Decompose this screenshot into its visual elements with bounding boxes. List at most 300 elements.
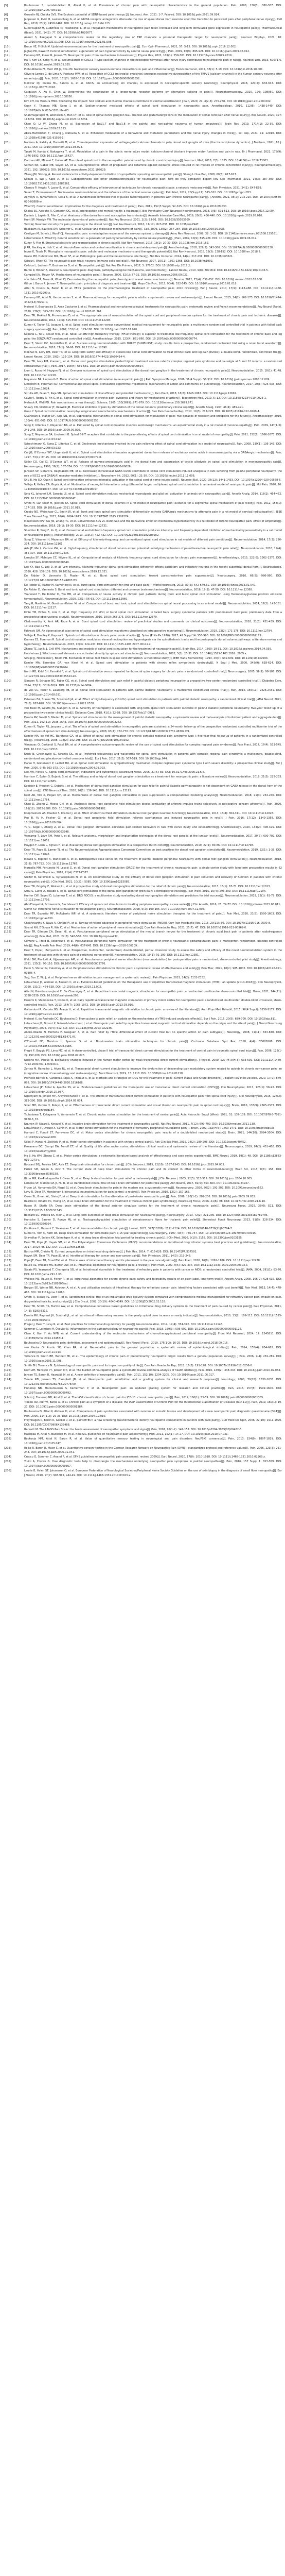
reference-number: [58] <box>4 360 10 364</box>
reference-item <box>0 72 285 81</box>
reference-text: Vallejo R, Bradley K, Kapural L. Spinal cord stimulation in chronic pain: mode of action[J]. Spine (Phila Pa 1976), 2017, 42 Suppl 14: S53-S60. DOI: 10.1097/BRS.0000000000002179. <box>24 634 262 637</box>
reference-text: De Ridder D, Vanneste S, Plazier M, et al. Burst spinal cord stimulation: toward paresthesia-free pain suppression[J]. Neurosurgery, 2010, 66(5): 986-990. DOI: 10.1227/01.NEU.0000368153.44883.B3. <box>24 574 282 583</box>
reference-number: [61] <box>4 383 10 386</box>
reference-number: [101] <box>4 688 11 692</box>
reference-number: [23] <box>4 141 10 144</box>
reference-text: Deer TR, Gilmore CA, Desai MJ, et al. Percutaneous peripheral nerve stimulation of the medial branch nerves for the treatment of chronic axial back pain in patients after radiofrequency ablation[J]. Pain Med, 2021, 22(3): 548-560. DOI: 10.1093/pm/pnaa432. <box>24 930 282 939</box>
reference-item <box>0 848 285 857</box>
reference-number: [45] <box>4 264 10 267</box>
reference-item <box>0 342 285 351</box>
reference-item <box>0 396 285 401</box>
reference-text: Lee KY, Bae C, Lee D, et al. Low-intensity, kilohertz frequency spinal cord stimulation differently affects excitatory and inhibitory neurons in the rodent superficial dorsal horn[J]. Neuroscience, 2020, 428: 132-139. DOI: 10.1016/j.neuroscience.2019.12.031. <box>24 565 282 573</box>
reference-item <box>0 912 285 921</box>
reference-item <box>0 278 285 282</box>
reference-number: [112] <box>4 784 11 788</box>
reference-item <box>0 1227 285 1231</box>
reference-text: Sommer C, Leinders M, Üçeyler N. Inflammation in the pathophysiology of neuropathic pain[J]. Pain, 2018, 159(3): 595-602. DOI: 10.1097/j.pain.0000000000001122. <box>24 1328 242 1331</box>
reference-text: Hunt SP, Mantyh PW. The molecular dynamics of pain control[J]. Nat Rev Neurosci, 2001, 2(2): 83-91. DOI: 10.1038/35053509. <box>24 218 191 222</box>
reference-number: [122] <box>4 867 11 870</box>
reference-text: Freynhagen R, Baron R, Gockel U, et al. painDETECT: a new screening questionnaire to identify neuropathic components in patients with back pain[J]. Curr Med Res Opin, 2006, 22(10): 1911-1920. DOI: 10.1185/030079906X132488. <box>24 1419 282 1427</box>
reference-item <box>0 930 285 939</box>
reference-number: [34] <box>4 214 10 217</box>
reference-item <box>0 652 285 656</box>
reference-number: [102] <box>4 698 11 701</box>
reference-text: Mo JJ, Hu WH, Zhang C, et al. Motor cortex stimulation: a systematic literature-based analysis of effectiveness and case series experience[J]. BMC Neurol, 2019, 19(1): 48. DOI: 10.1186/s12883-019-1273-y. <box>24 1154 282 1162</box>
reference-text: Liem L, Russo M, Huygen FJ, et al. One-year outcomes of spinal cord stimulation of the dorsal root ganglion in the treatment of chronic neuropathic pain[J]. Neuromodulation, 2015, 18(1): 41-48. DOI: 10.1111/ner.12228. <box>24 369 282 377</box>
reference-number: [123] <box>4 876 11 879</box>
reference-number: [128] <box>4 908 11 911</box>
reference-number: [174] <box>4 1241 11 1244</box>
reference-item <box>0 529 285 538</box>
reference-number: [121] <box>4 857 11 861</box>
reference-number: [107] <box>4 743 11 747</box>
reference-number: [72] <box>4 460 10 464</box>
reference-text: Sato KL, Johanek LM, Sanada LS, et al. Spinal cord stimulation reduces mechanical hyperalgesia and glial cell activation in animals with neuropathic pain[J]. Anesth Analg, 2014, 118(2): 464-472. DOI: 10.1213/ANE.0000000000000047. <box>24 492 282 500</box>
reference-item <box>0 656 285 661</box>
reference-item <box>0 1017 285 1022</box>
reference-number: [96] <box>4 652 10 656</box>
reference-number: [79] <box>4 520 10 523</box>
reference-number: [91] <box>4 620 10 624</box>
reference-text: Harrison C, Epton S, Bojanic S, et al. The efficacy and safety of dorsal root ganglion stimulation as a treatment for neuropathic pain: a literature review[J]. Neuromodulation, 2018, 21(3): 225-233. DOI: 10.1111/ner.12685. <box>24 775 282 784</box>
reference-text: Shechter R, Yang F, Xu Q, et al. Conventional and kilohertz-frequency spinal cord stimulation produces intensity- and frequency-dependent inhibition of mechanical hypersensitivity in a rat model of neuropathic pain[J]. Anesthesiology, 2013, 119(2): 422-432. DOI: 10.1097/ALN.0b013e31829bd9e2. <box>24 529 282 537</box>
reference-item <box>0 1346 285 1355</box>
reference-text: Nguyen JP, Nizard J, Keravel Y, et al. Invasive brain stimulation for the treatment of neuropathic pain[J]. Nat Rev Neurol, 2011, 7(12): 699-709. DOI: 10.1038/nrneurol.2011.138. <box>24 1122 256 1126</box>
reference-item <box>0 360 285 369</box>
reference-item <box>0 18 285 27</box>
reference-item <box>0 1126 285 1131</box>
reference-text: Lempka SF, McIntyre CC, Kilgore KL, et al. Computational analysis of kilohertz frequency spinal cord stimulation for chronic pain management[J]. Anesthesiology, 2015, 122(6): 1362-1376. DOI: 10.1097/ALN.0000000000000649. <box>24 556 282 564</box>
reference-item <box>0 1323 285 1327</box>
reference-text: Bittar RG, Kar-Purkayastha I, Owen SL, et al. Deep brain stimulation for pain relief: a meta-analysis[J]. J Clin Neurosci, 2005, 12(5): 515-519. DOI: 10.1016/j.jocn.2004.10.005. <box>24 1177 253 1180</box>
reference-number: [84] <box>4 565 10 569</box>
reference-item <box>0 173 285 177</box>
reference-number: [196] <box>4 1396 11 1400</box>
reference-number: [44] <box>4 260 10 263</box>
reference-number: [31] <box>4 196 10 199</box>
reference-number: [15] <box>4 72 10 76</box>
reference-number: [73] <box>4 469 10 473</box>
reference-item <box>0 706 285 716</box>
reference-item <box>0 1058 285 1067</box>
reference-number: [57] <box>4 351 10 354</box>
reference-item <box>0 259 285 264</box>
reference-text: Shirvalkar P, Sellers KK, Schmitgen A, et al. A deep brain stimulation trial period for treating chronic pain[J]. J Clin Med, 2020, 9(10): 3155. DOI: 10.3390/jcm9103155. <box>24 1236 243 1240</box>
reference-text: Hosomi K, Shimokawa T, Ikoma K, et al. Daily repetitive transcranial magnetic stimulation of primary motor cortex for neuropathic pain: a randomized, multicenter, double-blind, crossover, sham-controlled trial[J]. Pain, 2013, 154(7): 1065-1072. DOI: 10.1016/j.pain.2013.03.016. <box>24 999 282 1007</box>
reference-text: Brogan SE, Winter NB, Abiodun A, et al. A cost utilization analysis of intrathecal therapy for refractory cancer pain: identifying factors associated with cost benefit[J]. Pain Med, 2013, 14(4): 478-486. DOI: 10.1111/pme.12060. <box>24 1286 282 1295</box>
reference-number: [201] <box>4 1432 11 1436</box>
reference-item <box>0 1190 285 1195</box>
reference-item <box>0 58 285 67</box>
reference-text: Moisset X, Bouhassira D, Avez Couturier J, et al. Pharmacological and non-pharmacological treatments for neuropathic pain: systematic review and French recommendations[J]. Rev Neurol (Paris), 2020, 176(5): 325-352. DOI: 10.1016/j.neurol.2020.01.361. <box>24 305 282 313</box>
reference-number: [97] <box>4 656 10 660</box>
reference-item <box>0 574 285 583</box>
reference-item <box>0 26 285 36</box>
reference-text: Kuner R, Flor H. Structural plasticity and reorganisation in chronic pain[J]. Nat Rev Neurosci, 2016, 18(1): 20-30. DOI: 10.1038/nrn.2016.162. <box>24 241 209 245</box>
reference-number: [19] <box>4 104 10 108</box>
reference-number: [82] <box>4 547 10 551</box>
reference-item <box>0 1386 285 1396</box>
reference-text: Lauria G, Hsieh ST, Johansson O, et al. European Federation of Neurological Societies/Peripheral Nerve Society Guideline on the use of skin biopsy in the diagnosis of small fiber neuropathy[J]. Eur J Neurol, 2010, 17(7): 903-912, e44-49. DOI: 10.1111/j.1468-1331.2010.03023.x. <box>24 1469 282 1477</box>
reference-number: [109] <box>4 761 11 765</box>
reference-number: [100] <box>4 680 11 683</box>
reference-item <box>0 241 285 246</box>
reference-number: [192] <box>4 1368 11 1372</box>
reference-number: [12] <box>4 54 10 58</box>
reference-text: Xu J, Sun Z, Wu J, et al. Peripheral nerve stimulation in pain management: a systematic review[J]. Pain Physician, 2021, 24(2): E131-E152. <box>24 976 206 980</box>
reference-number: [199] <box>4 1419 11 1422</box>
reference-text: Lefaucheur JP, Aleman A, Baeken C, et al. Evidence-based guidelines on the therapeutic use of repetitive transcranial magnetic stimulation (rTMS): an update (2014-2018)[J]. Clin Neurophysiol, 2020, 131(2): 474-528. DOI: 10.1016/j.clinph.2019.11.002. <box>24 980 282 989</box>
reference-item <box>0 1354 285 1364</box>
reference-number: [47] <box>4 273 10 277</box>
reference-item <box>0 13 285 18</box>
reference-item <box>0 54 285 58</box>
reference-text: Deer TR, Mekhail N, Provenzano D, et al. The appropriate use of neurostimulation of the spinal cord and peripheral nervous system for the treatment of chronic pain and ischemic diseases[J]. Neuromodulation, 2014, 17(6): 515-550. DOI: 10.1111/ner.12208. <box>24 314 282 323</box>
reference-text: Linderoth B, Foreman RD. Conventional and novel spinal stimulation algorithms: hypothetical mechanisms of action and comments on outcomes[J]. Neuromodulation, 2017, 20(6): 525-533. DOI: 10.1111/ner.12624. <box>24 383 282 391</box>
reference-text: Haanpää M, Attal N, Backonja M, et al. NeuPSIG guidelines on neuropathic pain assessment[J]. Pain, 2011, 152(1): 14-27. DOI: 10.1016/j.pain.2010.07.031. <box>24 1432 229 1436</box>
reference-number: [110] <box>4 771 11 774</box>
reference-number: [5] <box>4 4 8 7</box>
reference-number: [30] <box>4 191 10 195</box>
reference-item <box>0 296 285 305</box>
reference-item <box>0 519 285 529</box>
reference-item <box>0 104 285 113</box>
reference-text: Nitsche MA, Paulus W. Excitability changes induced in the human motor cortex by weak transcranial direct current stimulation[J]. J Physiol, 2000, 527 Pt 3(Pt 3): 633-639. DOI: 10.1111/j.1469-7793.2000.t01-1-00633.x. <box>24 1058 282 1066</box>
reference-item <box>0 990 285 999</box>
reference-item <box>0 1250 285 1255</box>
reference-item <box>0 90 285 99</box>
reference-text: Fregni F, Boggio PS, Lima MC, et al. A sham-controlled, phase II trial of transcranial direct current stimulation for the treatment of central pain in traumatic spinal cord injury[J]. Pain, 2006, 122(1-2): 197-209. DOI: 10.1016/j.pain.2006.02.023. <box>24 1049 282 1057</box>
reference-item <box>0 629 285 634</box>
reference-text: Koopmeiners AS, Mueller S, Kramer J, et al. Effect of electrical field stimulation on dorsal root ganglion neuronal function[J]. Neuromodulation, 2013, 16(4): 304-311. DOI: 10.1111/ner.12028. <box>24 812 274 816</box>
reference-text: North RB, Kidd DH, Farrokhi F, et al. Spinal cord stimulation versus repeated lumbosacral spine surgery for chronic pain: a randomized, controlled trial[J]. Neurosurgery, 2005, 56(1): 98-106. DOI: 10.1227/01.neu.0000144839.65524.e0. <box>24 670 282 679</box>
reference-item <box>0 770 285 775</box>
reference-number: [108] <box>4 752 11 756</box>
reference-number: [198] <box>4 1410 11 1413</box>
reference-text: Rolke R, Baron R, Maier C, et al. Quantitative sensory testing in the German Research Network on Neuropathic Pain (DFNS): standardized protocol and reference values[J]. Pain, 2006, 123(3): 231-243. DOI: 10.1016/j.pain.2006.01.041. <box>24 1446 282 1454</box>
reference-text: Chakravarthy K, Nava A, Christo PJ, et al. Review of recent advances in peripheral nerve stimulation (PNS)[J]. Curr Pain Headache Rep, 2016, 20(11): 60. DOI: 10.1007/s11916-016-0590-8. <box>24 921 271 925</box>
reference-item <box>0 1049 285 1058</box>
reference-item <box>0 163 285 173</box>
reference-text: Kapural L, Yu C, Doust MW, et al. Novel 10-kHz high-frequency therapy (HF10 therapy) is superior to traditional low-frequency spinal cord stimulation for the treatment of chronic back and leg pain: the SENZA-RCT randomized controlled trial[J]. Anesthesiology, 2015, 123(4): 851-860. DOI: 10.1097/ALN.0000000000000774. <box>24 332 282 341</box>
reference-number: [149] <box>4 1076 11 1080</box>
reference-item <box>0 81 285 91</box>
reference-item <box>0 273 285 278</box>
reference-number: [142] <box>4 1017 11 1021</box>
reference-item <box>0 926 285 930</box>
reference-text: Shanmugarajah M, Weinstein A, Han CY, et al. Role of spinal nerve ganglion Na+ channel and glutamatergic ions in the modulation of spinal cord pain after nerve injury[J]. Exp Neurol, 2020, 327: 113234. DOI: 10.1016/j.expneurol.2020.113234. <box>24 113 282 122</box>
reference-text: Akiyoshi R, Yamamoto N, Ueda K, et al. A randomized controlled trial of pulsed radiofrequency in patients with chronic neuropathic pain[J]. J Anesth, 2021, 35(2): 203-210. DOI: 10.1007/s00540-020-02888-w. <box>24 196 282 204</box>
reference-text: Kucer-Kupisz M, Cudzińska M, Paszkowski Ł, et al. Pregabalin mechanisms of neuropathic pain relief. Increased and long-term stimulated gene expression in neuropathic pain[J]. Pharmaceutical (Basel), 2021, 14(2): 77. DOI: 10.3390/ph14020077. <box>24 27 282 35</box>
reference-number: [156] <box>4 1131 11 1135</box>
reference-number: [75] <box>4 483 10 487</box>
reference-text: Levy R, Deer TR, Henderson J. Intracranial neurostimulation for pain control: a review[J]. Pain Physician, 2010, 13(2): 157-165. <box>24 1191 190 1194</box>
reference-text: Scholz J, Woolf CJ. The neuropathic pain triad: neurons, immune cells and glia[J]. Nat Neurosci, 2007, 10(11): 1361-1368. DOI: 10.1038/nn1992. <box>24 260 213 263</box>
reference-text: Holsheimer J. Which neuronal elements are activated directly by spinal cord stimulation[J]. Neuromodulation, 2002, 5(1): 25-31. DOI: 10.1046/j.1525-1403.2002._2005.x. <box>24 652 247 656</box>
reference-text: Scholz J, Finnerup NB, Attal N, et al. The IASP classification of chronic pain for ICD-11: chronic neuropathic pain[J]. Pain, 2019, 160(1): 53-59. DOI: 10.1097/j.pain.0000000000001365. <box>24 1396 264 1400</box>
reference-item <box>0 159 285 163</box>
reference-number: [74] <box>4 479 10 482</box>
reference-text: Abd-Elsayed A, Schiavoni N, Sachdeva H. Efficacy of spinal cord stimulators in treating peripheral neuropathy: a case series[J]. J Clin Anesth, 2016, 28: 74-77. DOI: 10.1016/j.jclinane.2015.08.011. <box>24 903 281 907</box>
reference-text: Song Z, Viisanen H, Meyerson BA, et al. Efficacy of kilohertz-frequency and conventional spinal cord stimulation in rat models of different pain conditions[J]. Neuromodulation, 2014, 17(3): 226-234. DOI: 10.1111/ner.12161. <box>24 538 282 546</box>
reference-item <box>0 588 285 592</box>
reference-item <box>0 1231 285 1236</box>
reference-number: [46] <box>4 268 10 272</box>
reference-text: Latremoliere A, Woolf CJ. Central sensitization: a generator of pain hypersensitivity by central neural plasticity[J]. J Pain, 2009, 10(9): 895-926. DOI: 10.1016/j.jpain.2009.06.012. <box>24 236 257 240</box>
reference-number: [164] <box>4 1186 11 1190</box>
reference-text: Abiru-Hambleton T, Chiang J, Matsuda S, et al. Enhanced modulation of a behavioral and metabolic parameters and the nerve injury changes in mice[J]. Sci Rep, 2021, 11: 12010. DOI: 10.1038/s41598-021-91590-1. <box>24 132 282 140</box>
reference-item <box>0 816 285 825</box>
reference-item <box>0 638 285 647</box>
reference-text: Deer T, Pope J, Benyamin R, et al. Prospective, multicenter, randomized, double-blinded, partial crossover study to assess the safety and efficacy of the novel neuromodulation system in the treatment of patients with chronic pain of peripheral nerve origin[J]. Neuromodulation, 2016, 19(1): 91-100. DOI: 10.1111/ner.12381. <box>24 948 282 957</box>
reference-text: Anand S, Raegapal S. A comprehensive review on the regulatory role of TRP channels: a potential therapeutic target for neuropathic pain[J]. Neurosci Biophys, 2021, 18: 10.1016/j.neurot.2021.01.008. DOI: 10.1016/j.neurot.2021.01.008. <box>24 36 282 44</box>
reference-text: Slangen R, Schaper NC, Faber CG, et al. Spinal cord stimulation and pain relief in painful diabetic peripheral neuropathy: a prospective two-center randomized controlled trial[J]. Diabetes Care, 2014, 37(11): 3016-3024. DOI: 10.2337/dc14-0684. <box>24 680 282 688</box>
reference-item <box>0 510 285 519</box>
reference-text: Inoue K, Tsuda M. Microglia in neuropathic pain: cellular and molecular mechanisms and therapeutic potential[J]. Nat Rev Neurosci, 2018, 19(3): 138-152. DOI: 10.1038/nrn.2018.2. <box>24 250 261 254</box>
reference-item <box>0 1199 285 1204</box>
reference-text: Gosselin RJ, Chakka SVS. The Ecotoxic potential of SDNF-based pain therapy [J]. Neurosci, Ann. 2021: 1-7. Pain-ed. DOI: 10.1016/j.pain.2021.09.014. <box>24 13 220 16</box>
reference-number: [191] <box>4 1364 11 1368</box>
reference-text: Chenoy P, Hewitt P, Lacey B, et al. Comparative efficacy of interventional techniques for chronic neuropathic pain: a network meta-analysis[J]. Pain Physician, 2021, 24(1): E47-E69. <box>24 187 262 190</box>
reference-item <box>0 670 285 679</box>
reference-item <box>0 501 285 511</box>
reference-number: [136] <box>4 967 11 971</box>
reference-item <box>0 1364 285 1368</box>
reference-text: Deer TR, Grigsby E, Weiner RL, et al. A prospective study of dorsal root ganglion stimulation for the relief of chronic pain[J]. Neuromodulation, 2013, 16(1): 67-71. DOI: 10.1111/ner.12013. <box>24 885 271 888</box>
reference-item <box>0 1241 285 1250</box>
reference-number: [36] <box>4 223 10 227</box>
reference-text: Sivanesan E, Maher DP, Raja SN, et al. Supraspinal mechanisms of spinal cord stimulation for modulation of pain: five decades of research and prospects for the future[J]. Anesthesiology, 2019, 130(4): 651-665. DOI: 10.1097/ALN.0000000000002353. <box>24 415 282 423</box>
reference-number: [133] <box>4 940 11 943</box>
reference-text: Slavin KV. Peripheral nerve stimulation for neuropathic pain[J]. Neurotherapeutics, 2008, 5(1): 100-106. DOI: 10.1016/j.nurt.2007.11.005. <box>24 908 205 911</box>
reference-item <box>0 1030 285 1040</box>
reference-number: [200] <box>4 1428 11 1432</box>
reference-item <box>0 1122 285 1127</box>
reference-text: Sdrulla AD, Guan Y, Raja SN. Spinal cord stimulation: clinical efficacy and potential mechanisms[J]. Pain Pract, 2018, 18(8): 1048-1067. DOI: 10.1111/papr.12692. <box>24 392 237 396</box>
reference-number: [161] <box>4 1168 11 1172</box>
reference-number: [197] <box>4 1400 11 1404</box>
reference-text: Kemler MA, de Vet HC, Barendse GA, et al. Effect of spinal cord stimulation for chronic complex regional pain syndrome type I: five-year final follow-up of patients in a randomized controlled trial[J]. J Neurosurg, 2008, 108(2): 292-298. DOI: 10.3171/JNS/2008/108/2/0292. <box>24 734 282 742</box>
reference-number: [145] <box>4 1040 11 1044</box>
reference-item <box>0 442 285 451</box>
reference-number: [190] <box>4 1355 11 1359</box>
reference-item <box>0 1204 285 1213</box>
reference-number: [144] <box>4 1031 11 1035</box>
reference-number: [38] <box>4 232 10 235</box>
reference-number: [141] <box>4 1008 11 1012</box>
reference-number: [146] <box>4 1049 11 1053</box>
reference-text: Kinfe TM, Pintea B, Link C, et al. High frequency (10 kHz) or burst spinal cord stimulation in failed back surgery syndrome patients with predominant back pain: preliminary data from a prospective observational study[J]. Neuromodulation, 2016, 19(3): 268-275. DOI: 10.1111/ner.12379. <box>24 611 282 619</box>
reference-number: [139] <box>4 990 11 993</box>
reference-text: Song Z, Meyerson BA, Linderoth B. Spinal 5-HT receptors that contribute to the pain-relieving effects of spinal cord stimulation in a rat model of neuropathy[J]. Pain, 2011, 152(7): 1666-1673. DOI: 10.1016/j.pain.2011.03.012. <box>24 433 282 441</box>
reference-text: Finnerup NB, Kuner R, Jensen TS. Neuropathic pain: from mechanisms to treatment[J]. Physiol Rev, 2021, 101(1): 259-301. DOI: 10.1152/physrev.00045.2019. <box>24 54 233 58</box>
reference-text: Chen X, Gan Y, Au NPB, et al. Current understanding of the molecular mechanisms of chemotherapy-induced peripheral neuropathy[J]. Front Mol Neurosci, 2024, 17: 1345811. DOI: 10.3389/fnmol.2024.1345811. <box>24 1332 282 1340</box>
reference-item <box>0 286 285 296</box>
reference-number: [83] <box>4 556 10 560</box>
reference-item <box>0 246 285 250</box>
reference-text: Meuwissen KPV, Gu JW, Zhang TC, et al. Conventional-SCS vs. burst-SCS and the behavioral effect on mechanical hypersensitivity in a rat model of chronic neuropathic pain: effect of amplitude[J]. Neuromodulation, 2018, 21(1): 19-30. DOI: 10.1111/ner.12731. <box>24 520 282 528</box>
reference-text: De Ridder D, Plazier M, Kamerling N, et al. Burst spinal cord stimulation for limb and back pain[J]. World Neurosurg, 2013, 80(5): 642-649.e1. DOI: 10.1016/j.wneu.2013.01.040. <box>24 584 256 587</box>
reference-number: [160] <box>4 1163 11 1167</box>
reference-item <box>0 1460 285 1469</box>
reference-list <box>0 4 285 1478</box>
reference-item <box>0 1286 285 1295</box>
reference-text: Strand NH, D'Souza R, Wie C, et al. Mechanism of action of peripheral nerve stimulation[J]. Curr Pain Headache Rep, 2021, 25(7): 47. DOI: 10.1007/s11916-021-00962-0. <box>24 926 247 929</box>
reference-text: Sauer T, Zimmermann C. Noninvasive neuromodulation and the influence of the central nervous system[J]. Pain Med, 2019, 20(Suppl 1): S15-S22. DOI: 10.1093/pm/pnz053. <box>24 191 252 195</box>
reference-item <box>0 907 285 912</box>
reference-number: [175] <box>4 1250 11 1253</box>
reference-text: Bouhassira D. Neuropathic pain: definition, assessment and epidemiology[J]. Rev Neurol (Paris), 2019, 175(1-2): 16-25. DOI: 10.1016/j.neurol.2018.09.016. <box>24 1341 229 1345</box>
reference-item <box>0 734 285 743</box>
reference-item <box>0 1268 285 1277</box>
reference-number: [203] <box>4 1446 11 1450</box>
reference-number: [129] <box>4 912 11 916</box>
reference-number: [132] <box>4 930 11 934</box>
reference-number: [116] <box>4 816 11 820</box>
reference-item <box>0 382 285 392</box>
reference-number: [37] <box>4 228 10 231</box>
reference-number: [179] <box>4 1268 11 1272</box>
reference-text: Struijk JJ, Holsheimer J, Boom HB. Excitation of dorsal root fibers in spinal cord stimulation: a theoretical study[J]. IEEE Trans Biomed Eng, 1993, 40(7): 632-639. DOI: 10.1109/10.237693. <box>24 656 269 660</box>
reference-item <box>0 141 285 150</box>
reference-item <box>0 538 285 547</box>
reference-number: [163] <box>4 1181 11 1185</box>
reference-item <box>0 255 285 259</box>
reference-item <box>0 305 285 314</box>
reference-text: Ji RR, Nackley A, Huh Y, et al. Neuroinflammation and central sensitization in chronic and widespread pain[J]. Anesthesiology, 2018, 129(2): 343-366. DOI: 10.1097/ALN.0000000000002130. <box>24 246 274 249</box>
reference-text: Attal N, Poindessous-Jazat F, De Chauvigny E, et al. Repetitive transcranial magnetic stimulation for neuropathic pain: a randomized multicentre sham-controlled trial[J]. Brain, 2021, 144(11): 3328-3339. DOI: 10.1093/brain/awab208. <box>24 990 282 998</box>
reference-text: Deer TR, Smith HS, Burton AW, et al. Comprehensive consensus based guidelines on intrathecal drug delivery systems in the treatment of pain caused by cancer pain[J]. Pain Physician, 2011, 14(3): E283-E312. <box>24 1304 282 1313</box>
reference-text: Calguyan A, Xu JJ, Chen W. Determining the contribution of a longer-range receptor isoforms by alternative splicing in pain[J]. Neuropharmacology, 2020, 170: 108050. DOI: 10.1016/j.neuropharm.2020.108050. <box>24 91 282 99</box>
reference-item <box>0 1418 285 1428</box>
reference-item <box>0 378 285 382</box>
reference-number: [77] <box>4 501 10 505</box>
reference-number: [113] <box>4 793 11 797</box>
reference-number: [169] <box>4 1213 11 1217</box>
reference-number: [43] <box>4 255 10 259</box>
reference-text: Hunsche S, Sauner D, Runge MJ, et al. Tractography-guided stimulation of somatosensory fibers for thalamic pain relief[J]. Stereotact Funct Neurosurg, 2013, 91(5): 328-334. DOI: 10.1159/000350024. <box>24 1218 282 1226</box>
reference-text: Pope JE, Deer TR, Bruel BM, et al. Clinical uses of intrathecal therapy and its placement in the pain care algorithm[J]. Pain Pract, 2016, 16(8): 1092-1106. DOI: 10.1111/papr.12438. <box>24 1259 261 1263</box>
reference-number: [63] <box>4 396 10 400</box>
reference-text: Campbell JN, Meyer RA. Mechanisms of neuropathic pain[J]. Neuron, 2006, 52(1): 77-92. DOI: 10.1016/j.neuron.2006.09.021. <box>24 273 189 277</box>
reference-text: von Hehn CA, Baron R, Woolf CJ. Deconstructing the neuropathic pain phenotype to reveal neural mechanisms[J]. Neuron, 2012, 73(4): 638-652. DOI: 10.1016/j.neuron.2012.02.008. <box>24 278 263 281</box>
reference-number: [49] <box>4 282 10 286</box>
reference-item <box>0 332 285 342</box>
reference-item <box>0 209 285 214</box>
reference-number: [195] <box>4 1387 11 1391</box>
reference-item <box>0 679 285 688</box>
reference-number: [94] <box>4 638 10 642</box>
reference-number: [184] <box>4 1314 11 1317</box>
reference-number: [186] <box>4 1328 11 1331</box>
reference-item <box>0 460 285 469</box>
reference-text: Helm S, Shirsat N, Calodney A, et al. Peripheral nerve stimulation for chronic pain: a systematic review of effectiveness and safety[J]. Pain Ther, 2021, 10(2): 985-1002. DOI: 10.1007/s40122-021-00306-4. <box>24 967 282 975</box>
reference-text: Schu S, Gulve A, ElDabe S, et al. Spinal cord stimulation of the dorsal root ganglion for groin pain: a retrospective review[J]. Pain Pract, 2015, 15(4): 293-299. DOI: 10.1111/papr.12194. <box>24 889 266 893</box>
reference-text: Vancamp T, Levy RM, Peña I, et al. Relevant anatomy, morphology, and implantation techniques of the dorsal root ganglia at the lumbar levels[J]. Neuromodulation, 2017, 20(7): 690-702. DOI: 10.1111/ner.12651. <box>24 835 282 843</box>
reference-number: [40] <box>4 241 10 245</box>
reference-text: Jagtap PR, Rawat P. Central sensitization: a generator of pain hypersensitivity by central neural plasticity[J]. J Pain, 2009, 10(9): 895-926. DOI: 10.1016/j.jpain.2009.06.012. <box>24 49 250 53</box>
reference-item <box>0 1186 285 1191</box>
reference-item <box>0 1373 285 1378</box>
reference-number: [56] <box>4 342 10 345</box>
reference-number: [68] <box>4 424 10 428</box>
reference-text: Duarte RV, Nevitt S, Maden M, et al. Spinal cord stimulation for the management of painful diabetic neuropathy: a systematic review and meta-analysis of individual patient and aggregate data[J]. Pain, 2021, 162(11): 2635-2643. DOI: 10.1097/j.pain.0000000000002262. <box>24 716 282 724</box>
reference-number: [78] <box>4 511 10 514</box>
reference-text: Jensen TS, Baron R, Haanpää M, et al. A new definition of neuropathic pain[J]. Pain, 2011, 152(10): 2204-2205. DOI: 10.1016/j.pain.2011.06.017. <box>24 1373 215 1377</box>
reference-item <box>0 1469 285 1478</box>
reference-number: [151] <box>4 1095 11 1098</box>
reference-text: Costigan M, Scholz J, Woolf CJ. Neuropathic pain: a maladaptive response of the nervous system to damage[J]. Annu Rev Neurosci, 2009, 32: 1-32. DOI: 10.1146/annurev.neuro.051508.135531. <box>24 232 278 235</box>
reference-number: [87] <box>4 588 10 591</box>
reference-item <box>0 1067 285 1076</box>
reference-number: [50] <box>4 287 10 291</box>
reference-text: Staats PS, Yearwood T, Charapata SG, et al. Intrathecal ziconotide in the treatment of refractory pain in patients with cancer or AIDS: a randomized controlled trial[J]. JAMA, 2004, 291(1): 63-70. DOI: 10.1001/jama.291.1.63. <box>24 1268 282 1276</box>
reference-number: [20] <box>4 113 10 117</box>
reference-number: [157] <box>4 1140 11 1144</box>
reference-item <box>0 1213 285 1218</box>
reference-text: Rasche D, Rinaldi PC, Young RF, et al. Deep brain stimulation for the treatment of various chronic pain syndromes[J]. Neurosurg Focus, 2006, 21(6): E8. DOI: 10.3171/foc.2006.21.6.10. <box>24 1200 266 1204</box>
reference-item <box>0 1177 285 1181</box>
reference-item <box>0 410 285 414</box>
reference-text: Daniels L, Lapkin S, Fifer C, et al. Anatomy of the dorsal horn and nociceptive transmission[J]. Anaesth Intensive Care Med, 2019, 20(8): 436-440. DOI: 10.1016/j.mpaic.2019.05.010. <box>24 214 263 217</box>
reference-item <box>0 602 285 611</box>
reference-item <box>0 1195 285 1199</box>
reference-text: Lempka SF, Malone DA Jr, Hu B, et al. Randomized clinical trial of deep brain stimulation for poststroke pain[J]. Ann Neurol, 2017, 81(5): 653-663. DOI: 10.1002/ana.24927. <box>24 1181 250 1185</box>
reference-text: Yu G, Segel I, Zhang Z, et al. Dorsal root ganglion stimulation alleviates pain-related behaviors in rats with nerve injury and osteoarthritis[J]. Anesthesiology, 2020, 133(2): 408-425. DOI: 10.1097/ALN.0000000000003348. <box>24 825 282 834</box>
reference-number: [173] <box>4 1236 11 1240</box>
reference-number: [170] <box>4 1218 11 1222</box>
reference-item <box>0 350 285 360</box>
reference-item <box>0 980 285 990</box>
reference-number: [187] <box>4 1332 11 1336</box>
reference-text: Kumar K, Taylor RS, Jacques L, et al. Spinal cord stimulation versus conventional medical management for neuropathic pain: a multicentre randomised controlled trial in patients with failed back surgery syndrome[J]. Pain, 2007, 132(1-2): 179-188. DOI: 10.1016/j.pain.2007.07.028. <box>24 324 282 332</box>
reference-text: Galhardoni R, Correia GS, Araujo H, et al. Repetitive transcranial magnetic stimulation in chronic pain: a review of the literature[J]. Arch Phys Med Rehabil, 2015, 96(4 Suppl): S156-S172. DOI: 10.1016/j.apmr.2014.11.010. <box>24 1008 282 1016</box>
reference-text: Gilmore C, Ilfeld B, Rosenow J, et al. Percutaneous peripheral nerve stimulation for the treatment of chronic neuropathic postamputation pain: a multicenter, randomized, placebo-controlled trial[J]. Reg Anesth Pain Med, 2019, 44(6): 637-645. DOI: 10.1136/rapm-2018-100109. <box>24 940 282 948</box>
reference-number: [93] <box>4 634 10 637</box>
reference-number: [167] <box>4 1200 11 1204</box>
reference-item <box>0 939 285 948</box>
reference-number: [69] <box>4 433 10 436</box>
reference-number: [32] <box>4 205 10 208</box>
reference-number: [140] <box>4 999 11 1003</box>
reference-number: [54] <box>4 324 10 327</box>
reference-number: [176] <box>4 1255 11 1258</box>
reference-item <box>0 1022 285 1031</box>
reference-item <box>0 565 285 574</box>
reference-text: Arle JE, Mei L, Carlson KW, et al. High-frequency stimulation of dorsal column axons: potential underlying mechanism of paresthesia-free neuropathic pain relief[J]. Neuromodulation, 2016, 19(4): 385-397. DOI: 10.1111/ner.12436. <box>24 547 282 555</box>
reference-text: Boulanouar S, Lamdeb-Mitali M, Abaid K, et al. Prevalence of chronic pain with neuropathic characteristics in the general population. Pain, 2008, 136(3): 380-387. DOI: 10.1016/j.pain.2007.08.013. <box>24 4 282 12</box>
reference-item <box>0 323 285 332</box>
reference-text: Lee AW, Pilitsis JG. Spinal cord stimulation: indications and outcomes[J]. Neurosurg Focus, 2006, 21(6): E3. DOI: 10.3171/foc.2006.21.6.6. <box>24 771 205 774</box>
reference-item <box>0 793 285 803</box>
reference-item <box>0 36 285 45</box>
reference-text: Woolf CJ. Central sensitization: implications for the diagnosis and treatment of pain[J]. Pain, 2011, 152(3 Suppl): S2-S15. DOI: 10.1016/j.pain.2010.09.030. <box>24 205 227 208</box>
reference-item <box>0 583 285 588</box>
reference-text: Parravano DC, Ciampi DA, Fonoff ET, et al. Quality of life after motor cortex stimulation: clinical results and systematic review of the literature[J]. Neurosurgery, 2019, 84(2): 451-456. DOI: 10.1093/neuros/nyy060. <box>24 1145 282 1153</box>
reference-text: Lefaucheur JP, Antal A, Ayache SS, et al. Evidence-based guidelines on the therapeutic use of transcranial direct current stimulation (tDCS)[J]. Clin Neurophysiol, 2017, 128(1): 56-92. DOI: 10.1016/j.clinph.2016.10.087. <box>24 1086 282 1094</box>
reference-text: Caylor J, Reddy R, Yin S, et al. Spinal cord stimulation in chronic pain: evidence and theory for mechanisms of action[J]. Bioelectron Med, 2019, 5: 12. DOI: 10.1186/s42234-019-0023-1. <box>24 396 267 400</box>
reference-text: Basbaum AI, Bautista DM, Scherrer G, et al. Cellular and molecular mechanisms of pain[J]. Cell, 2009, 139(2): 267-284. DOI: 10.1016/j.cell.2009.09.028. <box>24 228 225 231</box>
reference-text: Guan Y, Thomas MB, Song J, et al. Sodium-channel mediated effects of spinal cord stimulation in neuropathic pain, Anesthesiology, 2010, 112(6): 1438-1449. DOI: 10.1097/ALN.0b013e3181d8ee03. <box>24 104 282 112</box>
reference-text: O'Connell NE, Marston L, Spencer S, et al. Non-invasive brain stimulation techniques for chronic pain[J]. Cochrane Database Syst Rev, 2018, 4(4): CD008208. DOI: 10.1002/14651858.CD008208.pub5. <box>24 1040 282 1048</box>
reference-item <box>0 967 285 976</box>
reference-item <box>0 1432 285 1437</box>
reference-text: Harke H, Gretenkort P, Ladleif HU, et al. Spinal cord stimulation in sympathetically maintained complex regional pain syndrome type I with severe disability: a prospective clinical study[J]. Eur J Pain, 2005, 9(4): 363-373. DOI: 10.1016/j.ejpain.2004.09.003. <box>24 761 282 770</box>
reference-item <box>0 236 285 241</box>
reference-item <box>0 469 285 479</box>
reference-number: [178] <box>4 1264 11 1267</box>
reference-text: Rauck RL, Wallace MS, Burton AW, et al. Intrathecal ziconotide for neuropathic pain: a review[J]. Pain Pract, 2009, 9(5): 327-337. DOI: 10.1111/j.1533-2500.2009.00303.x. <box>24 1264 248 1267</box>
